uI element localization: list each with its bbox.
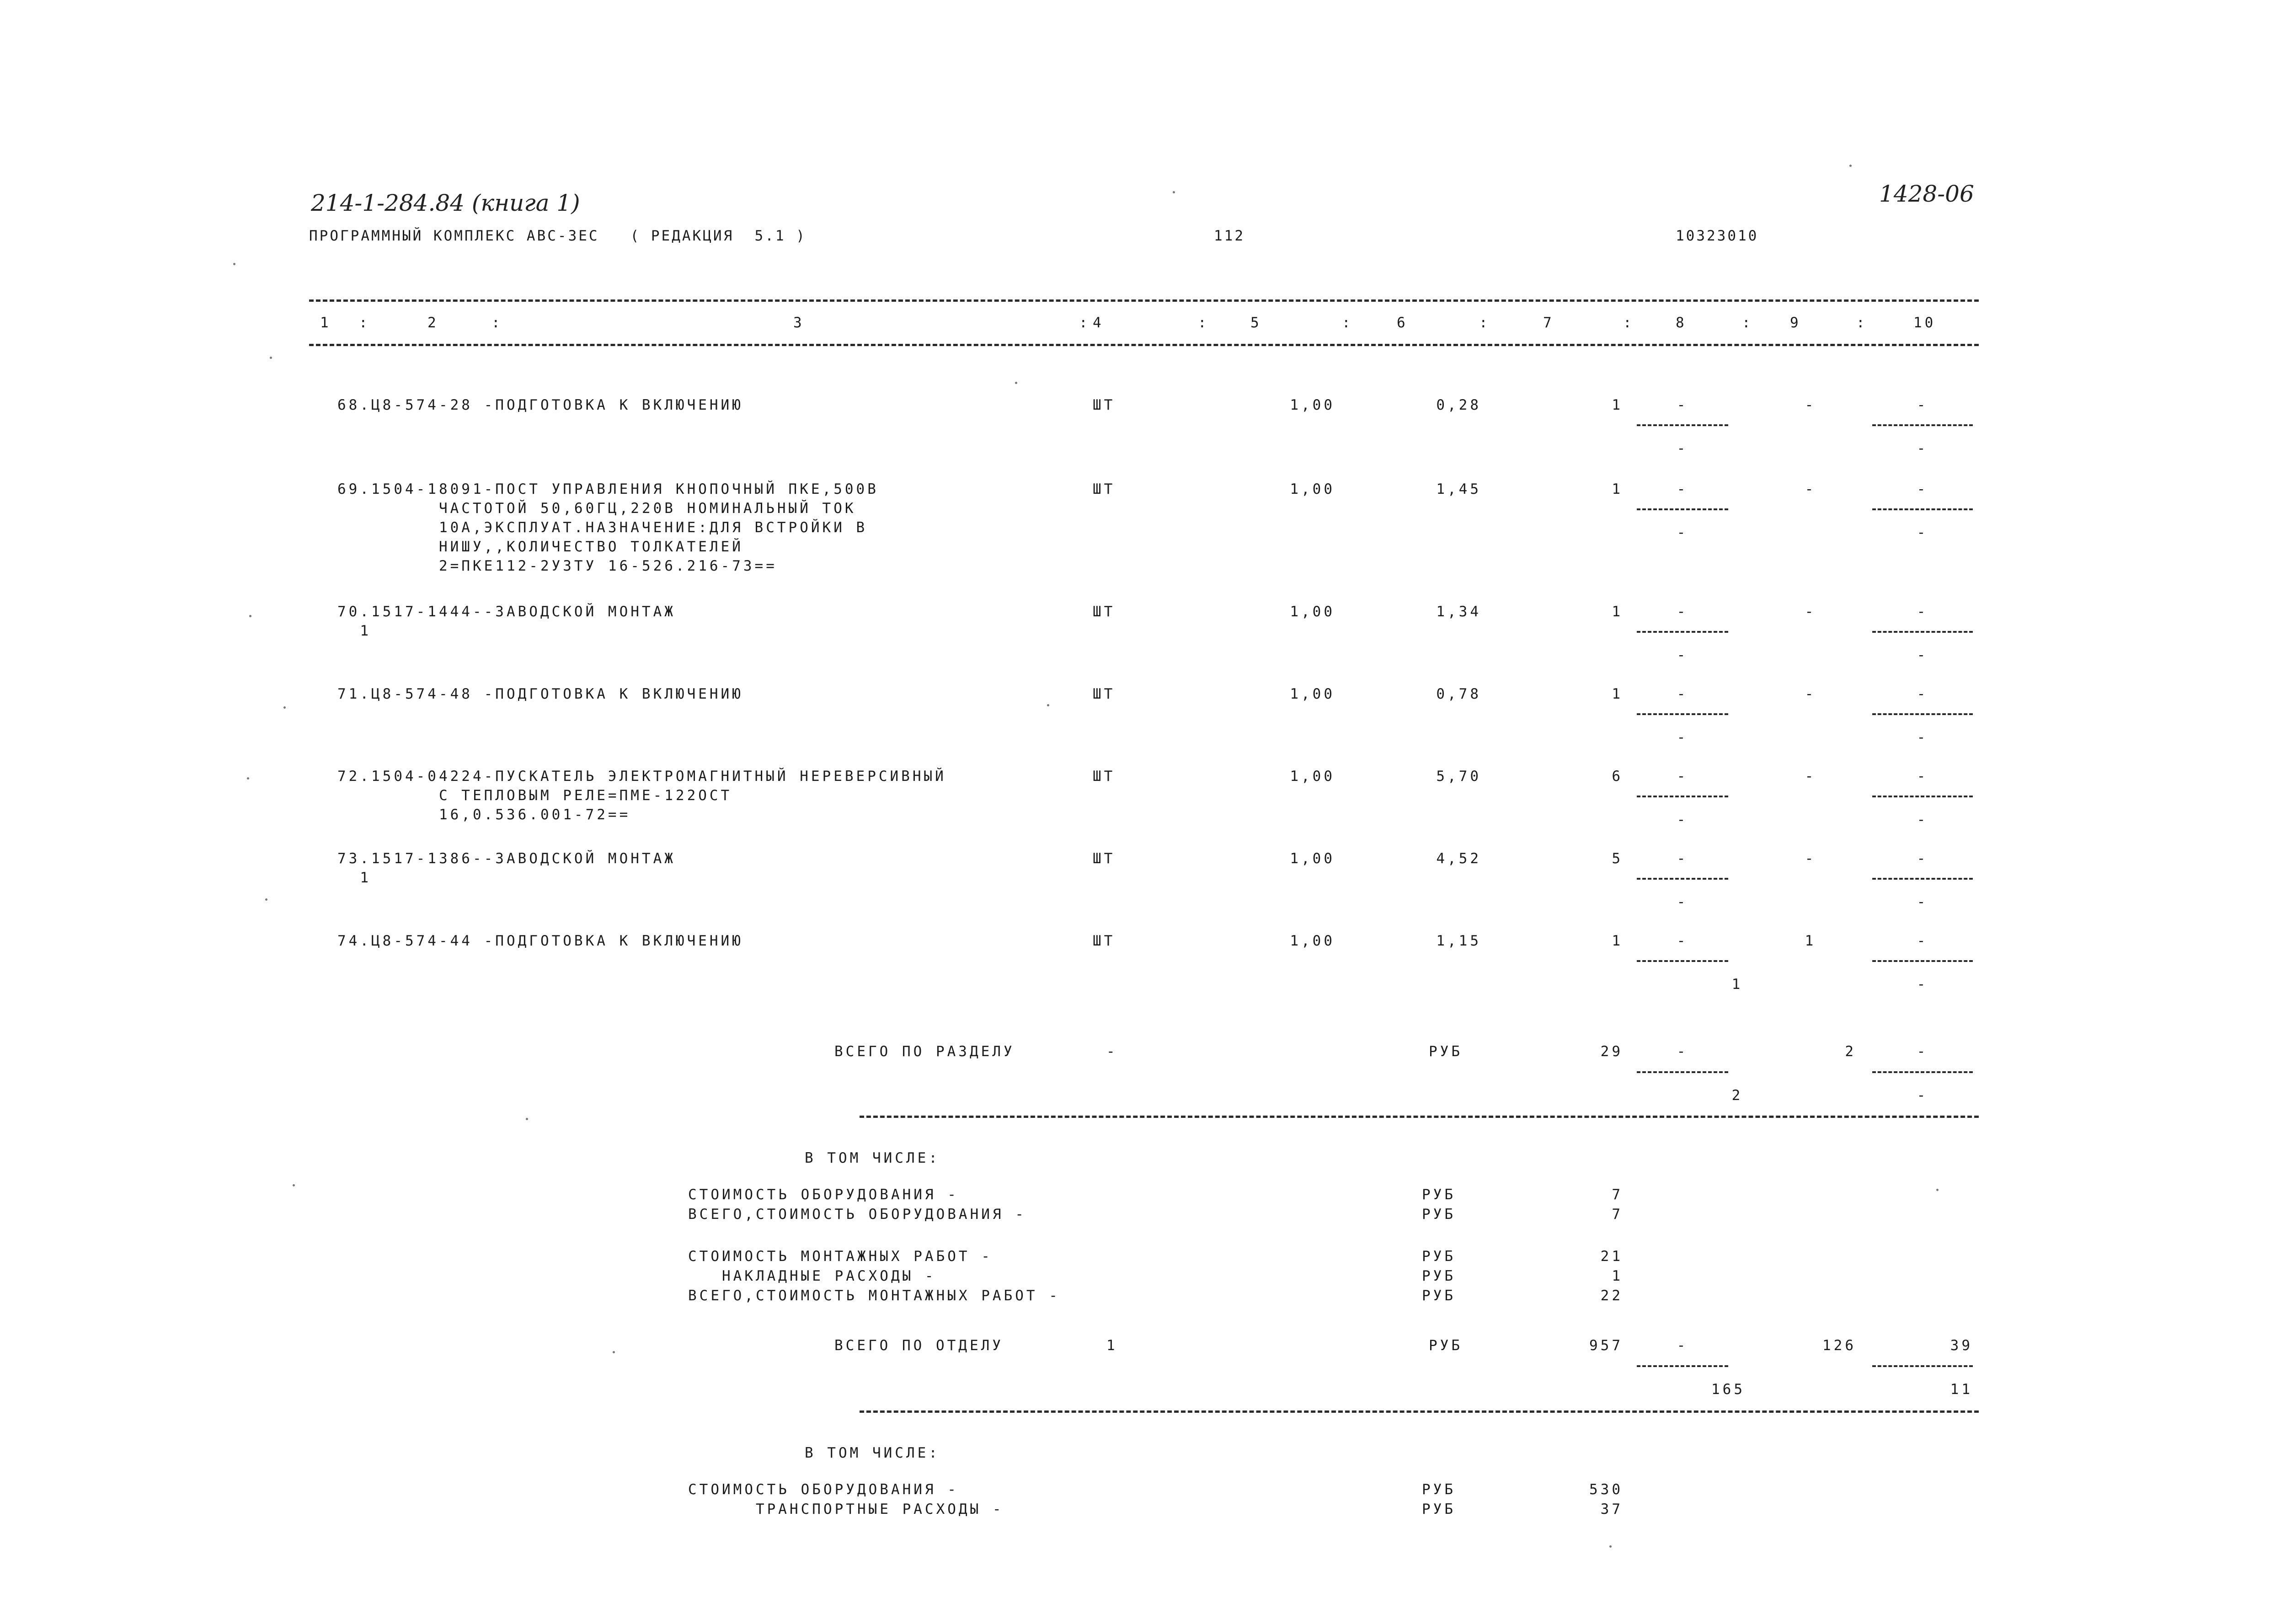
scan-speck [249,615,251,617]
column-header-2: 2 [427,315,439,331]
row-description-line: 72.1504-04224-ПУСКАТЕЛЬ ЭЛЕКТРОМАГНИТНЫЙ НЕРЕВЕРСИВНЫЙ [337,768,946,785]
row-description-line: 69.1504-18091-ПОСТ УПРАВЛЕНИЯ КНОПОЧНЫЙ ПКЕ,500В [337,481,879,497]
section-total-c10: - [1917,1043,1928,1060]
column-header-7: 7 [1543,315,1554,331]
scan-speck [1173,191,1175,193]
row-col8-lower: 1 [1731,976,1743,993]
row-description-line: 71.Ц8-574-48 -ПОДГОТОВКА К ВКЛЮЧЕНИЮ [337,686,743,702]
row-col7: 1 [1612,397,1623,413]
section-total-unit: РУБ [1429,1043,1463,1060]
row-col7: 5 [1612,850,1623,867]
section-total-label: ВСЕГО ПО РАЗДЕЛУ [834,1043,1015,1060]
breakdown-label: ТРАНСПОРТНЫЕ РАСХОДЫ - [688,1501,1004,1517]
section-total-c8-rule [1637,1071,1728,1073]
breakdown-unit: РУБ [1422,1206,1456,1223]
row-price: 0,28 [1436,397,1481,413]
dept-total-label: ВСЕГО ПО ОТДЕЛУ [834,1337,1004,1354]
section-total-c4: - [1106,1043,1118,1060]
row-col8: - [1677,933,1688,949]
row-col8-lower: - [1677,647,1688,663]
row-col7: 1 [1612,481,1623,497]
breakdown-value: 7 [1612,1186,1623,1203]
row-col10-rule [1872,508,1973,510]
row-description-line: НИШУ,,КОЛИЧЕСТВО ТОЛКАТЕЛЕЙ [337,539,743,555]
column-separator: : [1856,315,1868,331]
column-separator: : [1479,315,1490,331]
handwritten-doc-number: 214-1-284.84 (книга 1) [311,190,580,216]
row-col8-rule [1637,796,1728,797]
row-quantity: 1,00 [1290,397,1335,413]
dept-total-c10: 39 [1950,1337,1973,1354]
row-col8: - [1677,397,1688,413]
dept-total-c10b: 11 [1950,1381,1973,1398]
row-description-line: 1 [337,870,371,886]
scan-speck [1015,382,1017,384]
dept-total-c8b: 165 [1711,1381,1745,1398]
program-line: ПРОГРАММНЫЙ КОМПЛЕКС АВС-ЗЕС ( РЕДАКЦИЯ 5.1 ) [309,228,807,244]
row-description-line: 10А,ЭКСПЛУАТ.НАЗНАЧЕНИЕ:ДЛЯ ВСТРОЙКИ В [337,519,868,536]
row-col9: - [1805,768,1816,785]
row-description-line: 74.Ц8-574-44 -ПОДГОТОВКА К ВКЛЮЧЕНИЮ [337,933,743,949]
scan-speck [233,263,235,265]
row-col7: 1 [1612,604,1623,620]
scan-speck [526,1118,528,1120]
breakdown-value: 1 [1612,1268,1623,1284]
row-col10-rule [1872,878,1973,880]
dept-total-c10-rule [1872,1365,1973,1367]
row-col10-rule [1872,960,1973,962]
column-header-6: 6 [1397,315,1408,331]
row-unit: ШТ [1093,604,1116,620]
row-quantity: 1,00 [1290,481,1335,497]
row-description-line: 70.1517-1444--ЗАВОДСКОЙ МОНТАЖ [337,604,676,620]
breakdown-unit: РУБ [1422,1287,1456,1304]
row-col10-lower: - [1917,647,1928,663]
section-total-c10-rule [1872,1071,1973,1073]
breakdown-value: 7 [1612,1206,1623,1223]
breakdown-label: ВСЕГО,СТОИМОСТЬ ОБОРУДОВАНИЯ - [688,1206,1026,1223]
header-top-rule [309,299,1979,302]
row-col9: - [1805,686,1816,702]
row-price: 1,34 [1436,604,1481,620]
breakdown-label: СТОИМОСТЬ ОБОРУДОВАНИЯ - [688,1186,959,1203]
dept-total-c7: 957 [1589,1337,1623,1354]
dept-total-c9: 126 [1822,1337,1856,1354]
scan-speck [1047,704,1049,706]
section-total-c10b: - [1917,1087,1928,1104]
row-col8-rule [1637,960,1728,962]
row-col10-lower: - [1917,894,1928,910]
row-unit: ШТ [1093,481,1116,497]
dept-total-c4: 1 [1106,1337,1118,1354]
row-col10-lower: - [1917,812,1928,828]
scan-speck [613,1351,615,1353]
dept-including-label: В ТОМ ЧИСЛЕ: [805,1445,940,1461]
column-header-1: 1 [320,315,331,331]
section-total-c7: 29 [1600,1043,1623,1060]
breakdown-label: ВСЕГО,СТОИМОСТЬ МОНТАЖНЫХ РАБОТ - [688,1287,1060,1304]
row-col10: - [1917,604,1928,620]
scan-speck [265,898,267,901]
column-header-10: 10 [1913,315,1936,331]
row-col9: - [1805,850,1816,867]
row-quantity: 1,00 [1290,850,1335,867]
row-description-line: 73.1517-1386--ЗАВОДСКОЙ МОНТАЖ [337,850,676,867]
row-col10: - [1917,481,1928,497]
row-description-line: С ТЕПЛОВЫМ РЕЛЕ=ПМЕ-122ОСТ [337,787,732,804]
row-unit: ШТ [1093,850,1116,867]
row-col10: - [1917,768,1928,785]
column-separator: : [359,315,370,331]
column-header-4: 4 [1093,315,1104,331]
column-separator: : [1342,315,1353,331]
row-price: 1,15 [1436,933,1481,949]
row-col10-rule [1872,713,1973,715]
row-col7: 6 [1612,768,1623,785]
breakdown-unit: РУБ [1422,1481,1456,1498]
row-price: 4,52 [1436,850,1481,867]
row-col8-rule [1637,508,1728,510]
row-col8: - [1677,604,1688,620]
row-col8-lower: - [1677,440,1688,457]
row-col8: - [1677,481,1688,497]
row-col8-lower: - [1677,812,1688,828]
row-col8-lower: - [1677,729,1688,746]
row-col8-rule [1637,713,1728,715]
row-col10-rule [1872,796,1973,797]
row-col7: 1 [1612,933,1623,949]
breakdown-value: 37 [1600,1501,1623,1517]
row-col10-lower: - [1917,976,1928,993]
page-number: 112 [1214,228,1245,244]
section-total-c9: 2 [1845,1043,1856,1060]
scan-speck [1849,165,1852,167]
scan-speck [247,777,249,780]
row-unit: ШТ [1093,686,1116,702]
row-price: 0,78 [1436,686,1481,702]
row-col10-lower: - [1917,524,1928,541]
breakdown-value: 21 [1600,1248,1623,1265]
row-col9: 1 [1805,933,1816,949]
column-separator: : [491,315,503,331]
row-quantity: 1,00 [1290,604,1335,620]
section-total-rule [860,1116,1979,1118]
row-col9: - [1805,397,1816,413]
column-header-8: 8 [1676,315,1687,331]
scan-speck [283,706,286,709]
row-col8: - [1677,768,1688,785]
row-col10-lower: - [1917,440,1928,457]
dept-total-rule [860,1410,1979,1413]
row-col8: - [1677,686,1688,702]
row-col10: - [1917,397,1928,413]
dept-total-c8-rule [1637,1365,1728,1367]
row-col8-rule [1637,631,1728,633]
breakdown-label: СТОИМОСТЬ МОНТАЖНЫХ РАБОТ - [688,1248,993,1265]
row-col8: - [1677,850,1688,867]
row-col9: - [1805,481,1816,497]
row-col9: - [1805,604,1816,620]
column-separator: : [1742,315,1753,331]
section-including-label: В ТОМ ЧИСЛЕ: [805,1150,940,1166]
column-header-3: 3 [793,315,805,331]
row-col8-rule [1637,424,1728,426]
header-bottom-rule [309,344,1979,346]
dept-total-unit: РУБ [1429,1337,1463,1354]
row-unit: ШТ [1093,397,1116,413]
column-separator: : [1079,315,1090,331]
column-separator: : [1198,315,1209,331]
handwritten-sheet-number: 1428-06 [1879,181,1974,207]
doc-code: 10323010 [1676,228,1759,244]
section-total-c8: - [1677,1043,1688,1060]
breakdown-value: 22 [1600,1287,1623,1304]
row-col8-lower: - [1677,894,1688,910]
row-col10-rule [1872,424,1973,426]
row-col10: - [1917,686,1928,702]
row-quantity: 1,00 [1290,933,1335,949]
breakdown-unit: РУБ [1422,1186,1456,1203]
row-unit: ШТ [1093,768,1116,785]
scan-speck [270,357,272,359]
scan-speck [293,1184,295,1186]
scan-speck [1936,1189,1939,1191]
dept-total-c8: - [1677,1337,1688,1354]
breakdown-label: НАКЛАДНЫЕ РАСХОДЫ - [688,1268,936,1284]
row-col10: - [1917,850,1928,867]
row-description-line: 16,0.536.001-72== [337,807,631,823]
breakdown-unit: РУБ [1422,1268,1456,1284]
column-header-5: 5 [1250,315,1262,331]
breakdown-unit: РУБ [1422,1248,1456,1265]
column-header-9: 9 [1790,315,1801,331]
row-description-line: 1 [337,623,371,639]
row-description-line: 2=ПКЕ112-2У3ТУ 16-526.216-73== [337,558,777,574]
breakdown-value: 530 [1589,1481,1623,1498]
row-col10-rule [1872,631,1973,633]
row-col7: 1 [1612,686,1623,702]
row-unit: ШТ [1093,933,1116,949]
column-separator: : [1623,315,1634,331]
row-description-line: ЧАСТОТОЙ 50,60ГЦ,220В НОМИНАЛЬНЫЙ ТОК [337,500,856,517]
row-description-line: 68.Ц8-574-28 -ПОДГОТОВКА К ВКЛЮЧЕНИЮ [337,397,743,413]
row-quantity: 1,00 [1290,686,1335,702]
row-col10-lower: - [1917,729,1928,746]
row-col10: - [1917,933,1928,949]
breakdown-unit: РУБ [1422,1501,1456,1517]
row-price: 1,45 [1436,481,1481,497]
row-price: 5,70 [1436,768,1481,785]
breakdown-label: СТОИМОСТЬ ОБОРУДОВАНИЯ - [688,1481,959,1498]
row-col8-rule [1637,878,1728,880]
row-quantity: 1,00 [1290,768,1335,785]
section-total-c8b: 2 [1731,1087,1743,1104]
row-col8-lower: - [1677,524,1688,541]
scan-speck [1609,1545,1612,1548]
